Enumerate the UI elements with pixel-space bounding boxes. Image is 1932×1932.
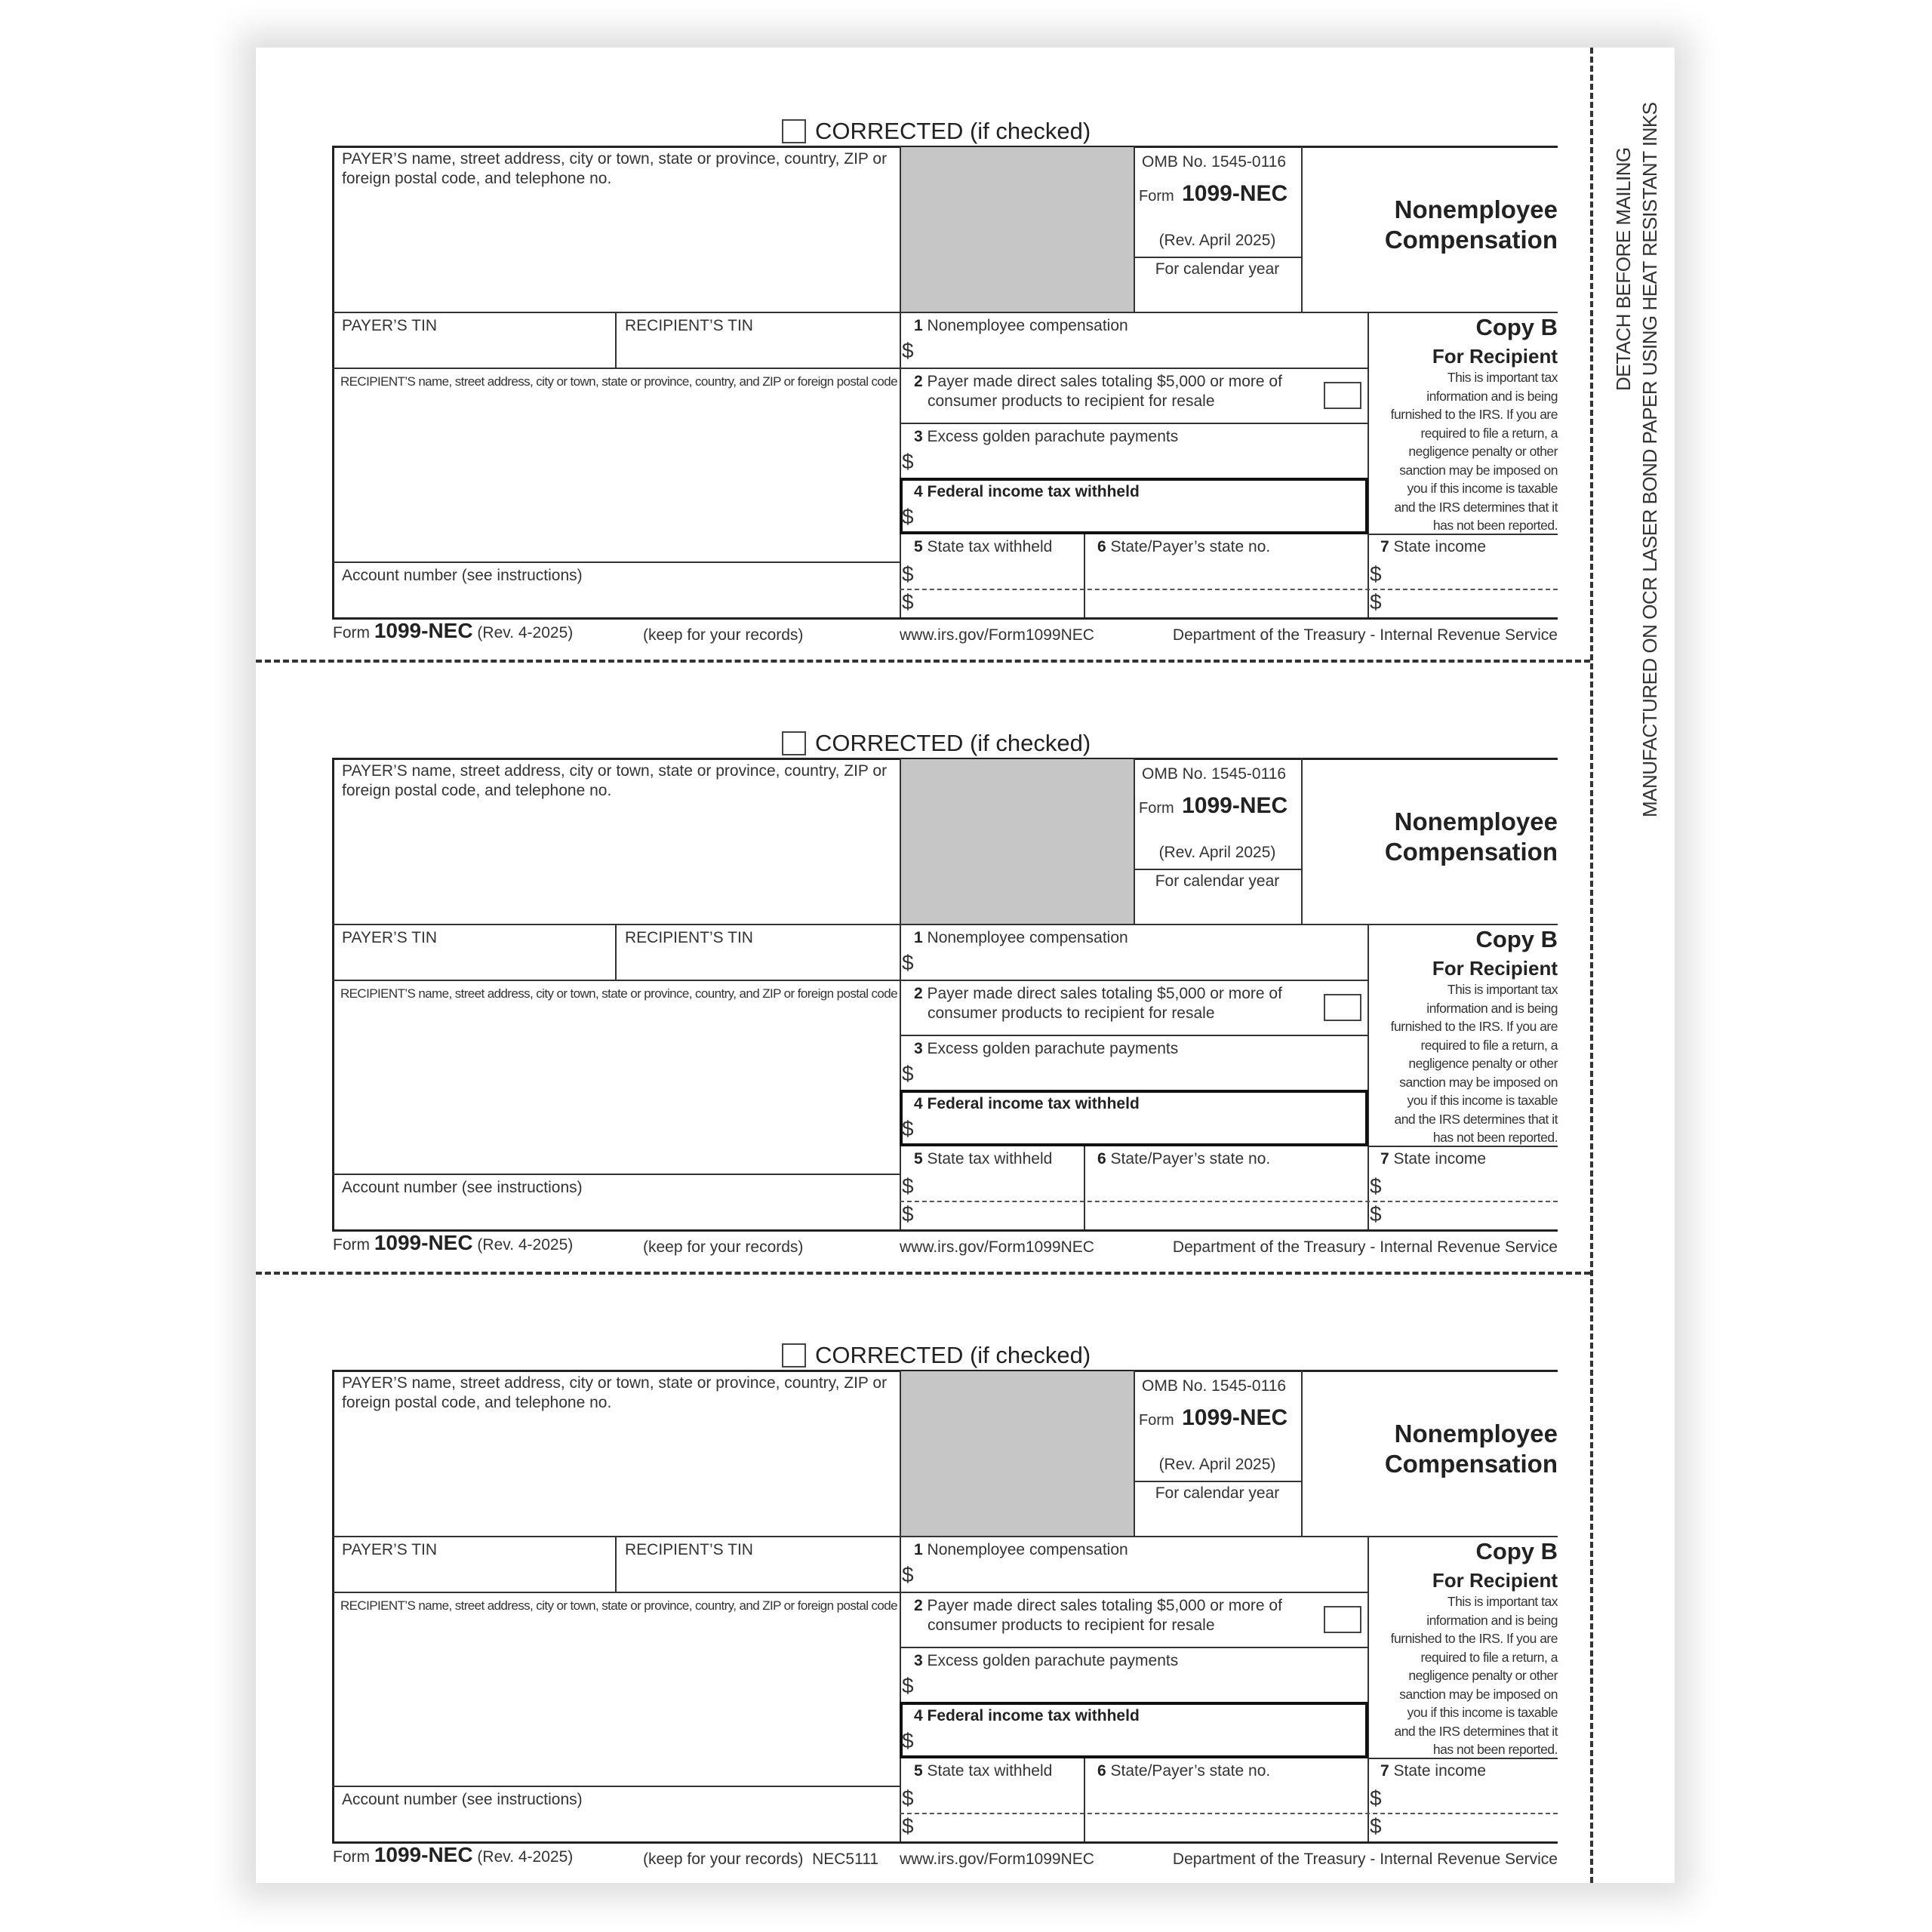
recipient-notice	[1373, 368, 1558, 535]
copy-label: Copy B	[1475, 926, 1558, 952]
form-word: Form	[1139, 800, 1174, 817]
corrected-label: CORRECTED (if checked)	[815, 730, 1091, 756]
notice-line: you if this income is taxable	[1407, 1705, 1558, 1720]
account-row-top	[332, 1786, 900, 1787]
box1-label: 1 Nonemployee compensation	[914, 929, 1128, 946]
corrected-checkbox-row[interactable]	[782, 118, 1091, 145]
notice-line: and the IRS determines that it	[1394, 1723, 1558, 1739]
copy-b-divider	[1367, 312, 1369, 617]
recipient-tin-field[interactable]: RECIPIENT’S TIN	[625, 929, 753, 946]
calendar-year-divider	[1134, 1481, 1301, 1482]
box7-dollar-field-1[interactable]: $	[1370, 1174, 1382, 1198]
box2-checkbox[interactable]	[1324, 382, 1361, 409]
notice-line: and the IRS determines that it	[1394, 1111, 1558, 1127]
tin-divider	[615, 1536, 617, 1592]
form-title	[1327, 1419, 1558, 1479]
form-1099-nec-copy-b-3	[256, 1283, 1590, 1895]
detach-before-mailing-text: DETACH BEFORE MAILING	[1612, 147, 1635, 391]
box6-field-1[interactable]	[1085, 1177, 1366, 1199]
notice-line: has not been reported.	[1432, 518, 1558, 533]
box7-dollar-field-1[interactable]: $	[1370, 1786, 1382, 1810]
box6-field-1[interactable]	[1085, 1789, 1366, 1811]
box6-label: 6 State/Payer’s state no.	[1097, 1762, 1271, 1780]
notice-line: This is important tax	[1447, 370, 1558, 385]
notice-line: furnished to the IRS. If you are	[1390, 407, 1558, 422]
box2-checkbox[interactable]	[1324, 994, 1361, 1021]
box7-dollar-field-2[interactable]: $	[1370, 1814, 1382, 1838]
footer-irs-url[interactable]: www.irs.gov/Form1099NEC	[900, 1238, 1094, 1256]
footer-department: Department of the Treasury - Internal Revenue Service	[1172, 1238, 1558, 1256]
form-number: 1099-NEC	[1182, 793, 1288, 818]
footer-department: Department of the Treasury - Internal Revenue Service	[1172, 1850, 1558, 1868]
form-number: 1099-NEC	[1182, 181, 1288, 206]
box1-label: 1 Nonemployee compensation	[914, 1541, 1128, 1558]
notice-line: required to file a return, a	[1420, 1649, 1558, 1665]
account-row-top	[332, 561, 900, 563]
box4-label: 4 Federal income tax withheld	[914, 483, 1140, 500]
calendar-year-field[interactable]: For calendar year	[1155, 260, 1280, 278]
form-1099-nec-copy-b-1	[256, 59, 1590, 671]
box6-label: 6 State/Payer’s state no.	[1097, 538, 1271, 555]
notice-line: furnished to the IRS. If you are	[1390, 1019, 1558, 1034]
recipient-notice	[1373, 980, 1558, 1147]
calendar-year-divider	[1134, 257, 1301, 258]
box3-label: 3 Excess golden parachute payments	[914, 428, 1179, 445]
form-1099-nec-copy-b-2	[256, 671, 1590, 1283]
corrected-checkbox-row[interactable]	[782, 1342, 1091, 1369]
footer-keep-records: (keep for your records)	[643, 1238, 804, 1256]
notice-line: negligence penalty or other	[1408, 444, 1558, 459]
recipient-name-address-field[interactable]: RECIPIENT’S name, street address, city or town, state or province, country, and ZIP or foreign postal code	[340, 986, 897, 1001]
form-title	[1327, 807, 1558, 867]
box6-field-2[interactable]	[1085, 1204, 1366, 1226]
notice-line: has not been reported.	[1432, 1742, 1558, 1757]
box3-top	[900, 1035, 1367, 1036]
account-number-field[interactable]: Account number (see instructions)	[342, 1179, 583, 1196]
tin-divider	[615, 312, 617, 368]
tin-row-bottom	[332, 1592, 1368, 1593]
middle-divider	[900, 1370, 901, 1841]
notice-line: information and is being	[1426, 388, 1558, 404]
notice-line: has not been reported.	[1432, 1130, 1558, 1145]
corrected-label: CORRECTED (if checked)	[815, 118, 1091, 144]
box1-dollar-field[interactable]: $	[902, 339, 914, 362]
box5-label: 5 State tax withheld	[914, 1762, 1053, 1780]
box3-label: 3 Excess golden parachute payments	[914, 1040, 1179, 1057]
form-title-line1: Nonemployee	[1394, 1420, 1558, 1447]
notice-line: sanction may be imposed on	[1399, 1686, 1558, 1702]
tin-divider	[615, 924, 617, 980]
omb-right-border	[1301, 1370, 1303, 1536]
notice-line: furnished to the IRS. If you are	[1390, 1631, 1558, 1646]
copy-b-panel	[1373, 924, 1558, 1147]
notice-line: information and is being	[1426, 1612, 1558, 1628]
for-recipient-label: For Recipient	[1432, 345, 1558, 368]
box5-dollar-field-1[interactable]: $	[902, 1786, 914, 1810]
recipient-tin-field[interactable]: RECIPIENT’S TIN	[625, 1541, 753, 1558]
box6-label: 6 State/Payer’s state no.	[1097, 1150, 1271, 1168]
footer-irs-url[interactable]: www.irs.gov/Form1099NEC	[900, 626, 1094, 644]
account-number-field[interactable]: Account number (see instructions)	[342, 567, 583, 584]
state-row-dotted-divider	[900, 589, 1558, 590]
box5-label: 5 State tax withheld	[914, 538, 1053, 555]
box6-field-2[interactable]	[1085, 1816, 1366, 1838]
omb-left-border	[1134, 758, 1135, 924]
middle-divider	[900, 758, 901, 1229]
box1-label: 1 Nonemployee compensation	[914, 317, 1128, 334]
left-border	[332, 758, 334, 1229]
copy-b-panel	[1373, 312, 1558, 535]
notice-line: sanction may be imposed on	[1399, 462, 1558, 478]
form-title-line2: Compensation	[1384, 1450, 1558, 1478]
corrected-checkbox[interactable]	[782, 119, 806, 143]
gray-shaded-area	[900, 1371, 1134, 1536]
payer-name-address-field[interactable]: PAYER’S name, street address, city or town, state or province, country, ZIP or foreign postal code, and telephone no.	[342, 762, 888, 799]
notice-line: negligence penalty or other	[1408, 1668, 1558, 1683]
form-id	[1139, 181, 1287, 207]
box3-label: 3 Excess golden parachute payments	[914, 1652, 1179, 1669]
box3-top	[900, 423, 1367, 424]
omb-right-border	[1301, 758, 1303, 924]
payer-tin-field[interactable]: PAYER’S TIN	[342, 929, 438, 946]
box2-checkbox[interactable]	[1324, 1606, 1361, 1633]
form-sheet	[256, 48, 1675, 1883]
box6-field-1[interactable]	[1085, 565, 1366, 587]
corrected-label: CORRECTED (if checked)	[815, 1342, 1091, 1368]
box5-dollar-field-2[interactable]: $	[902, 590, 914, 614]
account-number-field[interactable]: Account number (see instructions)	[342, 1791, 583, 1808]
box4-label: 4 Federal income tax withheld	[914, 1707, 1140, 1724]
omb-left-border	[1134, 1370, 1135, 1536]
box5-dollar-field-2[interactable]: $	[902, 1814, 914, 1838]
box7-label: 7 State income	[1380, 1762, 1487, 1780]
omb-number: OMB No. 1545-0116	[1142, 153, 1287, 171]
box4-dollar-field[interactable]: $	[902, 505, 914, 528]
notice-line: negligence penalty or other	[1408, 1056, 1558, 1071]
notice-line: information and is being	[1426, 1000, 1558, 1016]
form-title-line2: Compensation	[1384, 226, 1558, 254]
calendar-year-field[interactable]: For calendar year	[1155, 1484, 1280, 1502]
form-number: 1099-NEC	[1182, 1405, 1288, 1430]
box3-dollar-field[interactable]: $	[902, 1674, 914, 1697]
box6-field-2[interactable]	[1085, 592, 1366, 614]
notice-line: you if this income is taxable	[1407, 1093, 1558, 1108]
box5-dollar-field-1[interactable]: $	[902, 562, 914, 586]
copy-label: Copy B	[1475, 1538, 1558, 1564]
recipient-name-address-field[interactable]: RECIPIENT’S name, street address, city or town, state or province, country, and ZIP or foreign postal code	[340, 374, 897, 389]
account-row-top	[332, 1174, 900, 1175]
box3-dollar-field[interactable]: $	[902, 450, 914, 473]
notice-line: and the IRS determines that it	[1394, 499, 1558, 515]
footer-product-code: NEC5111	[812, 1850, 879, 1868]
left-border	[332, 1370, 334, 1841]
box2-label: 2 Payer made direct sales totaling $5,000 or more of consumer products to recipient for resale	[914, 373, 1282, 410]
box5-dollar-field-1[interactable]: $	[902, 1174, 914, 1198]
form-title-line2: Compensation	[1384, 838, 1558, 866]
state-row-dotted-divider	[900, 1201, 1558, 1202]
notice-line: This is important tax	[1447, 982, 1558, 997]
notice-line: required to file a return, a	[1420, 425, 1558, 441]
calendar-year-divider	[1134, 869, 1301, 870]
payer-tin-field[interactable]: PAYER’S TIN	[342, 1541, 438, 1558]
box7-label: 7 State income	[1380, 1150, 1487, 1168]
box5-dollar-field-2[interactable]: $	[902, 1202, 914, 1226]
copy-b-divider	[1367, 1536, 1369, 1841]
gray-shaded-area	[900, 759, 1134, 924]
box7-dollar-field-2[interactable]: $	[1370, 1202, 1382, 1226]
copy-label: Copy B	[1475, 314, 1558, 340]
payer-tin-field[interactable]: PAYER’S TIN	[342, 317, 438, 334]
form-title	[1327, 195, 1558, 255]
recipient-name-address-field[interactable]: RECIPIENT’S name, street address, city or town, state or province, country, and ZIP or foreign postal code	[340, 1598, 897, 1613]
revision-date: (Rev. April 2025)	[1158, 844, 1276, 861]
footer-keep-records: (keep for your records) NEC5111	[643, 1850, 879, 1868]
manufactured-notice-text: MANUFACTURED ON OCR LASER BOND PAPER USING HEAT RESISTANT INKS	[1638, 102, 1661, 817]
box4-label: 4 Federal income tax withheld	[914, 1095, 1140, 1112]
recipient-notice	[1373, 1592, 1558, 1759]
form-word: Form	[1139, 188, 1174, 205]
corrected-checkbox[interactable]	[782, 1343, 806, 1367]
calendar-year-field[interactable]: For calendar year	[1155, 872, 1280, 890]
vertical-perforation	[1590, 48, 1593, 1883]
footer-irs-url[interactable]: www.irs.gov/Form1099NEC	[900, 1850, 1094, 1868]
state-row-dotted-divider	[900, 1813, 1558, 1814]
footer-department: Department of the Treasury - Internal Revenue Service	[1172, 626, 1558, 644]
notice-line: sanction may be imposed on	[1399, 1074, 1558, 1090]
box3-dollar-field[interactable]: $	[902, 1062, 914, 1085]
copy-b-divider	[1367, 924, 1369, 1229]
notice-line: This is important tax	[1447, 1594, 1558, 1609]
box2-label: 2 Payer made direct sales totaling $5,000 or more of consumer products to recipient for resale	[914, 1597, 1282, 1634]
footer-form-id: Form 1099-NEC (Rev. 4-2025)	[333, 1231, 574, 1254]
footer-keep-records: (keep for your records)	[643, 626, 804, 644]
revision-date: (Rev. April 2025)	[1158, 232, 1276, 249]
recipient-tin-field[interactable]: RECIPIENT’S TIN	[625, 317, 753, 334]
box4-dollar-field[interactable]: $	[902, 1729, 914, 1752]
for-recipient-label: For Recipient	[1432, 957, 1558, 980]
omb-number: OMB No. 1545-0116	[1142, 1377, 1287, 1395]
omb-right-border	[1301, 146, 1303, 312]
box5-label: 5 State tax withheld	[914, 1150, 1053, 1168]
middle-divider	[900, 146, 901, 617]
revision-date: (Rev. April 2025)	[1158, 1456, 1276, 1473]
corrected-checkbox-row[interactable]	[782, 730, 1091, 757]
payer-name-address-field[interactable]: PAYER’S name, street address, city or town, state or province, country, ZIP or foreign postal code, and telephone no.	[342, 1374, 888, 1411]
gray-shaded-area	[900, 147, 1134, 312]
box7-label: 7 State income	[1380, 538, 1487, 555]
form-word: Form	[1139, 1412, 1174, 1429]
tin-row-bottom	[332, 980, 1368, 981]
form-id	[1139, 793, 1287, 819]
notice-line: required to file a return, a	[1420, 1037, 1558, 1053]
box1-dollar-field[interactable]: $	[902, 951, 914, 974]
corrected-checkbox[interactable]	[782, 731, 806, 755]
tin-row-bottom	[332, 368, 1368, 369]
form-title-line1: Nonemployee	[1394, 195, 1558, 223]
payer-name-address-field[interactable]: PAYER’S name, street address, city or town, state or province, country, ZIP or foreign postal code, and telephone no.	[342, 150, 888, 187]
form-title-line1: Nonemployee	[1394, 808, 1558, 835]
box2-label: 2 Payer made direct sales totaling $5,000 or more of consumer products to recipient for resale	[914, 985, 1282, 1022]
box3-top	[900, 1647, 1367, 1648]
box1-dollar-field[interactable]: $	[902, 1563, 914, 1586]
omb-left-border	[1134, 146, 1135, 312]
copy-b-panel	[1373, 1537, 1558, 1759]
left-border	[332, 146, 334, 617]
notice-line: you if this income is taxable	[1407, 481, 1558, 496]
box4-dollar-field[interactable]: $	[902, 1117, 914, 1140]
footer-form-id: Form 1099-NEC (Rev. 4-2025)	[333, 1843, 574, 1866]
box7-dollar-field-2[interactable]: $	[1370, 590, 1382, 614]
box7-dollar-field-1[interactable]: $	[1370, 562, 1382, 586]
omb-number: OMB No. 1545-0116	[1142, 765, 1287, 783]
for-recipient-label: For Recipient	[1432, 1569, 1558, 1592]
footer-form-id: Form 1099-NEC (Rev. 4-2025)	[333, 619, 574, 642]
form-id	[1139, 1405, 1287, 1431]
